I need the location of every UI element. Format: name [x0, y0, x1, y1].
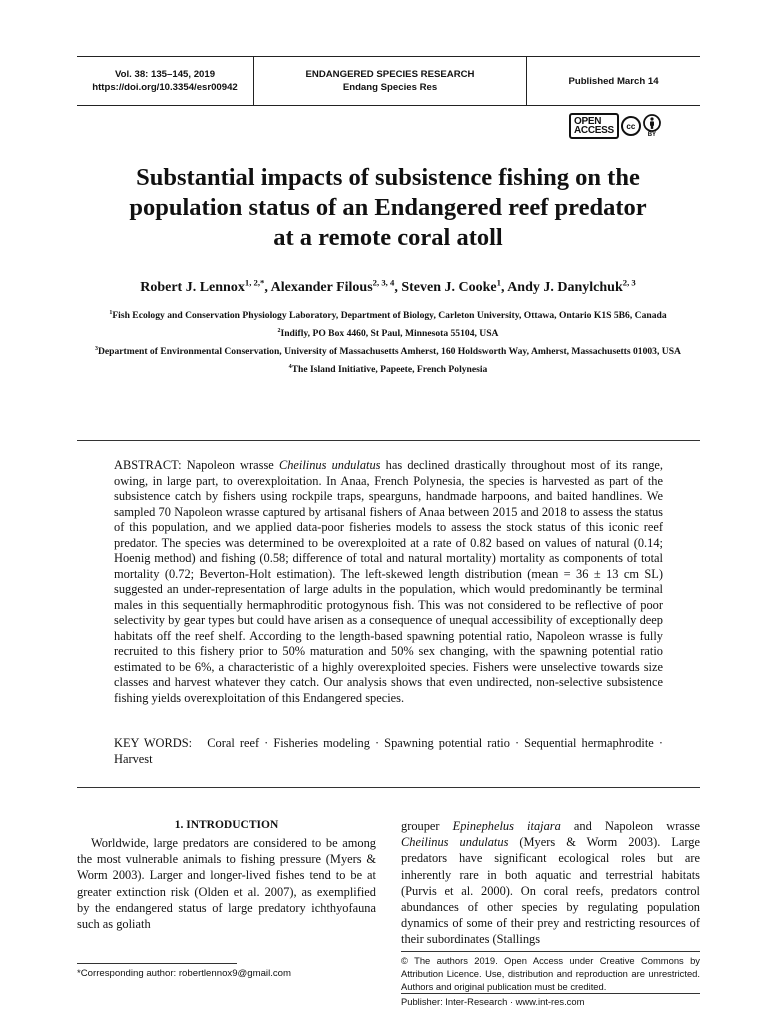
keywords-text: Coral reef · Fisheries modeling · Spawning potential ratio · Sequential hermaphrodite · Harvest [114, 736, 663, 766]
license-text: © The authors 2019. Open Access under Creative Commons by Attribution Licence. Use, distribution and reproduction are unrestricted. Authors and original publication must be credited. [401, 955, 700, 992]
abstract-paragraph [114, 458, 663, 706]
author-sep: , [394, 280, 402, 295]
author-sep: , [500, 280, 508, 295]
journal-abbrev: Endang Species Res [342, 82, 438, 93]
affiliations [90, 309, 686, 381]
affiliation-num: 4 [288, 363, 292, 370]
header-journal [253, 57, 527, 105]
affiliation-text: The Island Initiative, Papeete, French Polynesia [291, 364, 488, 375]
affiliation-text: Fish Ecology and Conservation Physiology Laboratory, Department of Biology, Carleton University, Ottawa, Ontario K1S 5B6, Canada [112, 310, 667, 321]
author-list [60, 279, 716, 297]
by-label: BY [647, 132, 657, 138]
abstract-label: ABSTRACT: [114, 458, 187, 472]
affiliation-num: 1 [109, 309, 113, 316]
affiliation [90, 363, 686, 376]
doi-link[interactable]: https://doi.org/10.3354/esr00942 [92, 82, 238, 93]
author-name: Steven J. Cooke [401, 280, 497, 295]
open-access-icon [569, 113, 619, 139]
corresponding-author: *Corresponding author: robertlennox9@gmail.com [77, 968, 291, 979]
intro-text: and Napoleon wrasse [560, 819, 700, 833]
abstract-text: has declined drastically throughout most of its range, owing, in large part, to overexploitation. In Anaa, French Polynesia, the species is harvested as part of the subsistence catch by fishers using rockpile traps, spearguns, handmade harpoons, and baited handlines. We sampled 70 Napoleon wrasse captured by artisanal fishers of Anaa between 2015 and 2018 to assess the status of this population, and we applied data-poor fisheries models to assess the stock status of this iconic reef predator. The species was determined to be overexploited at a rate of 0.82 based on values of natural (0.14; Hoenig method) and fishing (0.58; difference of total and natural mortality) mortality as components of total mortality (0.72; Beverton-Holt estimation). The left-skewed length distribution (mean = 36 ± 13 cm SL) suggested an under-representation of large adults in the population, which would predominantly be terminal males in this sequentially hermaphroditic protogynous fish. This was not considered to be reflective of poor selectivity by gear types but could have arisen as a consequence of unequal accessibility of exceptionally deep habitats off the reef shelf. According to the length-based spawning potential ratio, Napoleon wrasse is fully recruited to this fishery prior to 50% maturation and 50% sex changing, with the spawning potential ratio estimated to be 6%, a characteristic of a highly overexploited species. Fishers were unselective towards size classes and harvest whatever they catch. Our analysis shows that even undirected, non-selective subsistence fishing yields overexploitation of this Endangered species. [114, 458, 663, 705]
intro-paragraph: Worldwide, large predators are considered to be among the most vulnerable animals to fishing pressure (Myers & Worm 2003). Larger and longer-lived fishes tend to be at greater extinction risk (Olden et al. 2007), as exemplified by the endangered status of large predatory ichthyofauna such as goliath [77, 836, 376, 932]
affiliation-text: Department of Environmental Conservation, University of Massachusetts Amherst, 160 Holdsworth Way, Amherst, Massachusetts 01003, USA [97, 346, 681, 357]
intro-column-right [401, 818, 700, 948]
intro-text: (Myers & Worm 2003). Large predators have significant ecological roles but are inherently rare in both aquatic and terrestrial habitats (Purvis et al. 2000). On coral reefs, predators control abundances of other species by regulating population dynamics of some of their prey and restricting resources of their subordinates (Stallings [401, 835, 700, 947]
person-icon [643, 114, 661, 132]
abstract-text: Napoleon wrasse [186, 458, 279, 472]
author-sep: , [264, 280, 271, 295]
author-affil-sup: 1 [496, 277, 501, 288]
license-badges [569, 113, 661, 139]
intro-text: grouper [401, 819, 453, 833]
published-date: Published March 14 [568, 75, 659, 87]
header-citation [77, 57, 253, 105]
species-name: Cheilinus undulatus [401, 835, 509, 850]
intro-paragraph [401, 818, 700, 948]
creative-commons-icon [621, 116, 641, 136]
species-name: Epinephelus itajara [452, 819, 561, 833]
header-published [527, 57, 700, 105]
species-name: Cheilinus undulatus [278, 458, 381, 472]
paper-title [60, 163, 716, 253]
affiliation-num: 2 [277, 327, 281, 334]
cc-label: cc [626, 121, 636, 131]
footnote-divider [77, 963, 237, 964]
publisher-divider [401, 993, 700, 994]
open-label: OPEN [574, 116, 602, 127]
affiliation [90, 327, 686, 340]
author-name: Robert J. Lennox [140, 280, 245, 295]
author [507, 277, 636, 295]
affiliation-text: Indifly, PO Box 4460, St Paul, Minnesota 55104, USA [280, 328, 499, 339]
intro-column-left [77, 835, 376, 932]
abstract [114, 458, 663, 706]
author-affil-sup: 1, 2,* [244, 277, 265, 288]
affiliation [90, 345, 686, 358]
journal-name: ENDANGERED SPECIES RESEARCH [305, 69, 475, 80]
journal-header [77, 56, 700, 106]
author [140, 277, 271, 295]
publisher-line: Publisher: Inter-Research · www.int-res.com [401, 996, 585, 1007]
title-line: population status of an Endangered reef predator [129, 194, 647, 221]
affiliation-num: 3 [95, 345, 98, 352]
license-divider [401, 951, 700, 952]
section-heading: 1. INTRODUCTION [174, 819, 279, 831]
volume-info: Vol. 38: 135–145, 2019 [114, 69, 216, 80]
keywords-label: KEY WORDS: [114, 736, 193, 750]
keywords [114, 736, 663, 767]
divider-bottom [77, 787, 700, 788]
author-name: Alexander Filous [270, 280, 373, 295]
attribution-icon [643, 114, 661, 138]
author-affil-sup: 2, 3, 4 [372, 277, 395, 288]
title-line: at a remote coral atoll [273, 224, 503, 251]
author [270, 277, 402, 295]
license-note [401, 955, 700, 993]
author-affil-sup: 2, 3 [622, 277, 636, 288]
divider-top [77, 440, 700, 441]
author-name: Andy J. Danylchuk [507, 280, 623, 295]
author [401, 277, 508, 295]
affiliation [90, 309, 686, 322]
title-line: Substantial impacts of subsistence fishing on the [136, 164, 640, 191]
access-label: ACCESS [574, 125, 614, 136]
